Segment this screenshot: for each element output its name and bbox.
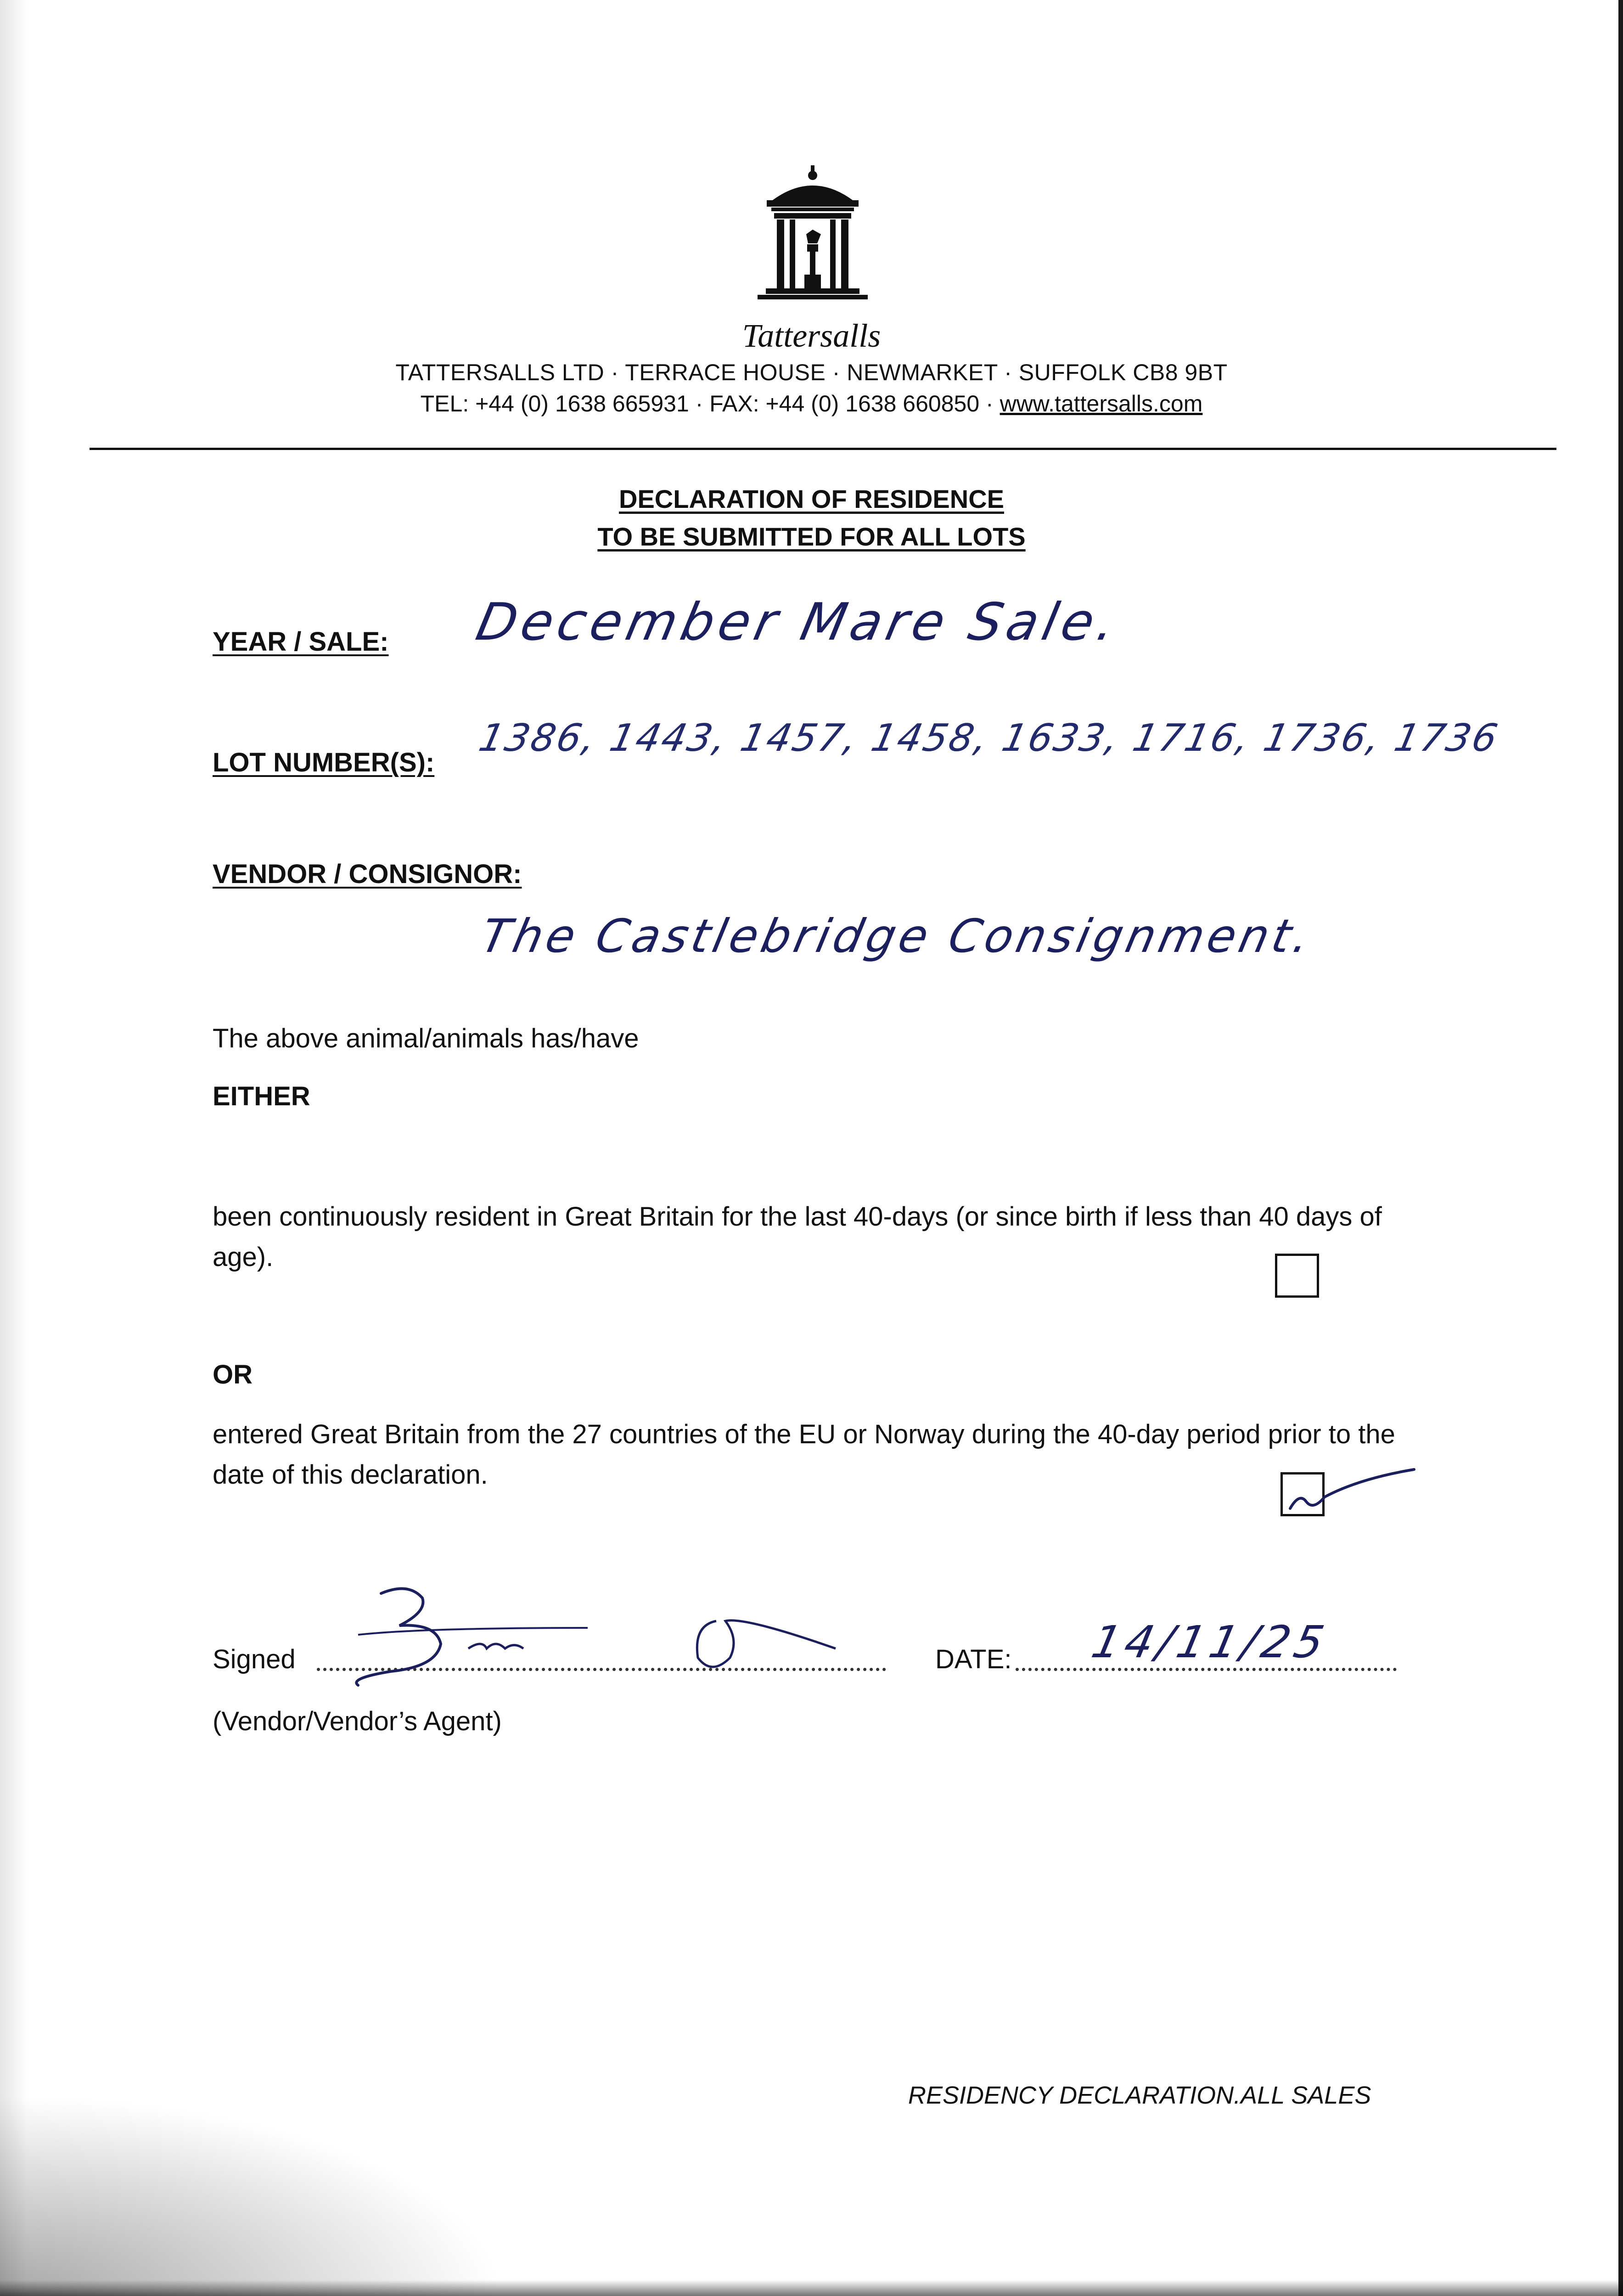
option-1-checkbox[interactable] xyxy=(1275,1254,1319,1298)
scan-bottom-shadow xyxy=(0,2094,505,2296)
date-line xyxy=(1016,1668,1397,1671)
intro-text: The above animal/animals has/have xyxy=(213,1024,639,1053)
company-address: TATTERSALLS LTD · TERRACE HOUSE · NEWMARKET · SUFFOLK CB8 9BT xyxy=(395,360,1228,385)
website-link[interactable]: www.tattersalls.com xyxy=(1000,391,1203,416)
date-value[interactable]: 14/11/25 xyxy=(1087,1616,1333,1668)
tick-mark-icon xyxy=(1281,1465,1419,1525)
lot-numbers-value[interactable]: 1386, 1443, 1457, 1458, 1633, 1716, 1736, 1736 xyxy=(475,716,1503,760)
signature-icon xyxy=(331,1580,854,1699)
heading-line-1: DECLARATION OF RESIDENCE xyxy=(619,484,1004,513)
lot-numbers-label: LOT NUMBER(S): xyxy=(213,748,435,777)
contact-phone-fax: TEL: +44 (0) 1638 665931 · FAX: +44 (0) 1638 660850 · xyxy=(420,391,1000,416)
or-label: OR xyxy=(213,1360,253,1390)
either-label: EITHER xyxy=(213,1081,310,1111)
option-1-text: been continuously resident in Great Britain for the last 40-days (or since birth if less than 40 days of age). xyxy=(213,1202,1382,1272)
header-divider xyxy=(90,448,1556,450)
date-label: DATE: xyxy=(935,1644,1012,1674)
scan-bottom-band xyxy=(0,2280,1623,2296)
vendor-agent-label: (Vendor/Vendor’s Agent) xyxy=(213,1706,502,1736)
footer-text: RESIDENCY DECLARATION.ALL SALES xyxy=(908,2082,1371,2109)
tattersalls-logo-icon xyxy=(744,165,882,312)
year-sale-label: YEAR / SALE: xyxy=(213,627,389,657)
vendor-consignor-value[interactable]: The Castlebridge Consignment. xyxy=(476,909,1318,963)
company-contact xyxy=(0,390,1623,417)
brand-name: Tattersalls xyxy=(742,317,881,354)
year-sale-value[interactable]: December Mare Sale. xyxy=(471,592,1126,652)
vendor-consignor-label: VENDOR / CONSIGNOR: xyxy=(213,859,522,889)
option-2-text: entered Great Britain from the 27 countries of the EU or Norway during the 40-day period prior to the date of this declaration. xyxy=(213,1419,1395,1490)
signed-label: Signed xyxy=(213,1644,296,1674)
heading-line-2: TO BE SUBMITTED FOR ALL LOTS xyxy=(597,522,1026,551)
document-heading xyxy=(0,480,1623,556)
